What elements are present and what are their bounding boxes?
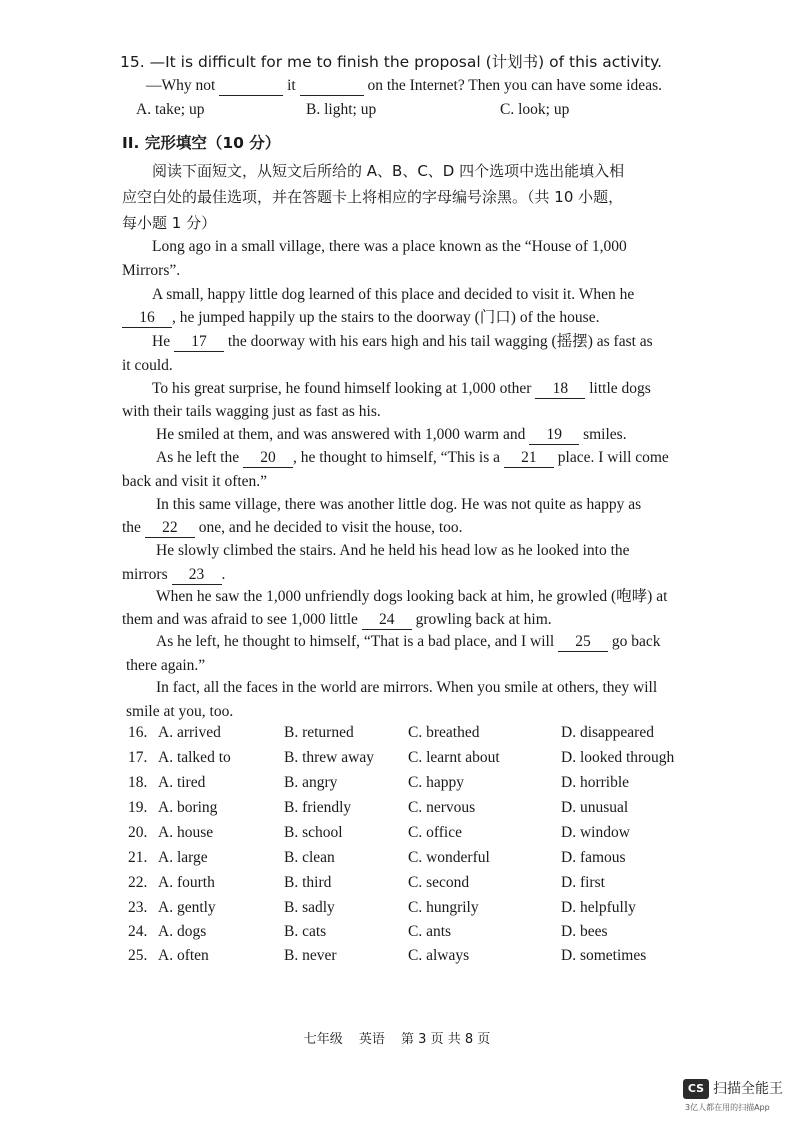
blank-19: 19 <box>529 426 579 445</box>
option-a: A. boring <box>158 799 218 816</box>
option-row <box>128 847 748 869</box>
instructions-line-2: 应空白处的最佳选项，并在答题卡上将相应的字母编号涂黑。（共 10 小题， <box>122 188 624 206</box>
passage-p8-before: mirrors <box>122 566 168 583</box>
passage-p9-before: them and was afraid to see 1,000 little <box>122 611 358 628</box>
option-d: D. bees <box>561 923 608 940</box>
option-b: B. third <box>284 874 332 891</box>
logo-tagline: 3亿人都在用的扫描App <box>685 1103 770 1112</box>
footer-subject: 英语 <box>358 1032 385 1047</box>
option-a: A. fourth <box>158 874 215 891</box>
option-number: 25. <box>128 947 148 964</box>
passage-p8-a: He slowly climbed the stairs. And he held his head low as he looked into the <box>156 542 630 559</box>
instructions-line-3: 每小题 1 分） <box>122 214 217 232</box>
option-a: A. gently <box>158 899 216 916</box>
option-a: A. arrived <box>158 724 221 741</box>
option-c: C. second <box>408 874 470 891</box>
option-c: C. office <box>408 824 462 841</box>
passage-p6-b: back and visit it often.” <box>122 473 268 490</box>
passage-p10-after: go back <box>611 633 661 650</box>
option-c: C. ants <box>408 923 452 940</box>
blank-17: 17 <box>174 333 224 352</box>
option-b: B. cats <box>284 923 327 940</box>
option-d: D. unusual <box>561 799 629 816</box>
footer-page: 第 3 页 共 8 页 <box>401 1032 491 1047</box>
passage-p5-before: He smiled at them, and was answered with 1,000 warm and <box>156 426 526 443</box>
q15-text-b: it <box>287 77 296 94</box>
option-number: 16. <box>128 724 148 741</box>
option-number: 19. <box>128 799 148 816</box>
option-row <box>128 897 748 919</box>
option-a: A. tired <box>158 774 206 791</box>
blank-21: 21 <box>504 449 554 468</box>
option-d: D. famous <box>561 849 626 866</box>
option-a: A. large <box>158 849 208 866</box>
q15-line2 <box>146 76 662 96</box>
section-title: II. 完形填空（10 分） <box>122 134 281 152</box>
blank-22: 22 <box>145 519 195 538</box>
option-number: 21. <box>128 849 148 866</box>
page-footer <box>0 1028 794 1047</box>
option-d: D. helpfully <box>561 899 636 916</box>
option-b: B. returned <box>284 724 354 741</box>
q15-option-c: C. look; up <box>500 101 570 118</box>
option-b: B. angry <box>284 774 338 791</box>
option-row <box>128 921 748 943</box>
option-b: B. clean <box>284 849 335 866</box>
passage-p7-before: the <box>122 519 141 536</box>
passage-p4-after: little dogs <box>589 380 651 397</box>
option-d: D. looked through <box>561 749 675 766</box>
passage-p8-b <box>122 565 225 585</box>
blank-24: 24 <box>362 611 412 630</box>
passage-p5 <box>156 425 627 445</box>
option-a: A. often <box>158 947 209 964</box>
option-c: C. learnt about <box>408 749 500 766</box>
blank-18: 18 <box>535 380 585 399</box>
instructions-line-1: 阅读下面短文，从短文后所给的 A、B、C、D 四个选项中选出能填入相 <box>152 162 625 180</box>
option-row <box>128 872 748 894</box>
option-d: D. horrible <box>561 774 630 791</box>
cs-logo-icon: CS <box>683 1079 709 1099</box>
option-number: 20. <box>128 824 148 841</box>
passage-p4-b: with their tails wagging just as fast as his. <box>122 403 381 420</box>
option-row <box>128 747 748 769</box>
passage-p7-a: In this same village, there was another little dog. He was not quite as happy as <box>156 496 642 513</box>
option-c: C. happy <box>408 774 464 791</box>
option-c: C. always <box>408 947 470 964</box>
option-b: B. friendly <box>284 799 352 816</box>
option-a: A. dogs <box>158 923 207 940</box>
passage-p5-after: smiles. <box>583 426 627 443</box>
blank-16: 16 <box>122 309 172 328</box>
passage-p6-part1: As he left the <box>156 449 240 466</box>
passage-p7-b <box>122 518 463 538</box>
option-c: C. breathed <box>408 724 480 741</box>
passage-p11-b: smile at you, too. <box>126 703 234 720</box>
q15-option-b: B. light; up <box>306 101 377 118</box>
passage-p4-a <box>152 379 651 399</box>
blank-23: 23 <box>172 566 222 585</box>
option-row <box>128 945 748 967</box>
option-row <box>128 797 748 819</box>
passage-p8-after: . <box>221 566 226 583</box>
option-c: C. hungrily <box>408 899 479 916</box>
option-row <box>128 722 748 744</box>
option-row <box>128 772 748 794</box>
passage-p1-a: Long ago in a small village, there was a place known as the “House of 1,000 <box>152 238 627 255</box>
option-a: A. talked to <box>158 749 231 766</box>
q15-text-c: on the Internet? Then you can have some ideas. <box>367 77 662 94</box>
option-number: 17. <box>128 749 148 766</box>
passage-p3-a <box>152 332 653 352</box>
q15-option-a: A. take; up <box>136 101 205 118</box>
passage-p10-a <box>156 632 661 652</box>
scanner-logo <box>683 1079 791 1119</box>
passage-p2-b-text: , he jumped happily up the stairs to the doorway (门口) of the house. <box>172 309 600 326</box>
passage-p6-part2: , he thought to himself, “This is a <box>292 449 501 466</box>
blank-25: 25 <box>558 633 608 652</box>
passage-p9-after: growling back at him. <box>415 611 552 628</box>
option-number: 18. <box>128 774 148 791</box>
option-row <box>128 822 748 844</box>
passage-p1-b: Mirrors”. <box>122 262 181 279</box>
q15-blank-2 <box>300 77 364 96</box>
passage-p9-a: When he saw the 1,000 unfriendly dogs looking back at him, he growled (咆哮) at <box>156 588 668 605</box>
option-d: D. disappeared <box>561 724 654 741</box>
option-b: B. sadly <box>284 899 335 916</box>
passage-p2-a: A small, happy little dog learned of this place and decided to visit it. When he <box>152 286 635 303</box>
q15-text-a: —Why not <box>146 77 216 94</box>
q15-blank-1 <box>219 77 283 96</box>
passage-p10-before: As he left, he thought to himself, “That is a bad place, and I will <box>156 633 555 650</box>
passage-p6-part3: place. I will come <box>557 449 669 466</box>
option-b: B. threw away <box>284 749 374 766</box>
blank-20: 20 <box>243 449 293 468</box>
logo-name: 扫描全能王 <box>713 1081 783 1097</box>
passage-p3-b: it could. <box>122 357 173 374</box>
passage-p11-a: In fact, all the faces in the world are mirrors. When you smile at others, they will <box>156 679 658 696</box>
option-number: 24. <box>128 923 148 940</box>
q15-line1: 15. —It is difficult for me to finish the proposal (计划书) of this activity. <box>120 53 663 71</box>
passage-p4-before: To his great surprise, he found himself looking at 1,000 other <box>152 380 532 397</box>
option-c: C. wonderful <box>408 849 490 866</box>
passage-p10-b: there again.” <box>126 657 206 674</box>
option-a: A. house <box>158 824 214 841</box>
passage-p6-a <box>156 448 669 468</box>
option-number: 22. <box>128 874 148 891</box>
footer-grade: 七年级 <box>303 1032 343 1047</box>
passage-p3-before: He <box>152 333 171 350</box>
passage-p7-after: one, and he decided to visit the house, too. <box>198 519 463 536</box>
passage-p2-b <box>122 308 599 328</box>
option-d: D. sometimes <box>561 947 647 964</box>
passage-p3-after: the doorway with his ears high and his tail wagging (摇摆) as fast as <box>227 333 653 350</box>
passage-p9-b <box>122 610 552 630</box>
option-d: D. window <box>561 824 630 841</box>
option-b: B. school <box>284 824 343 841</box>
option-b: B. never <box>284 947 337 964</box>
option-number: 23. <box>128 899 148 916</box>
option-c: C. nervous <box>408 799 476 816</box>
option-d: D. first <box>561 874 605 891</box>
